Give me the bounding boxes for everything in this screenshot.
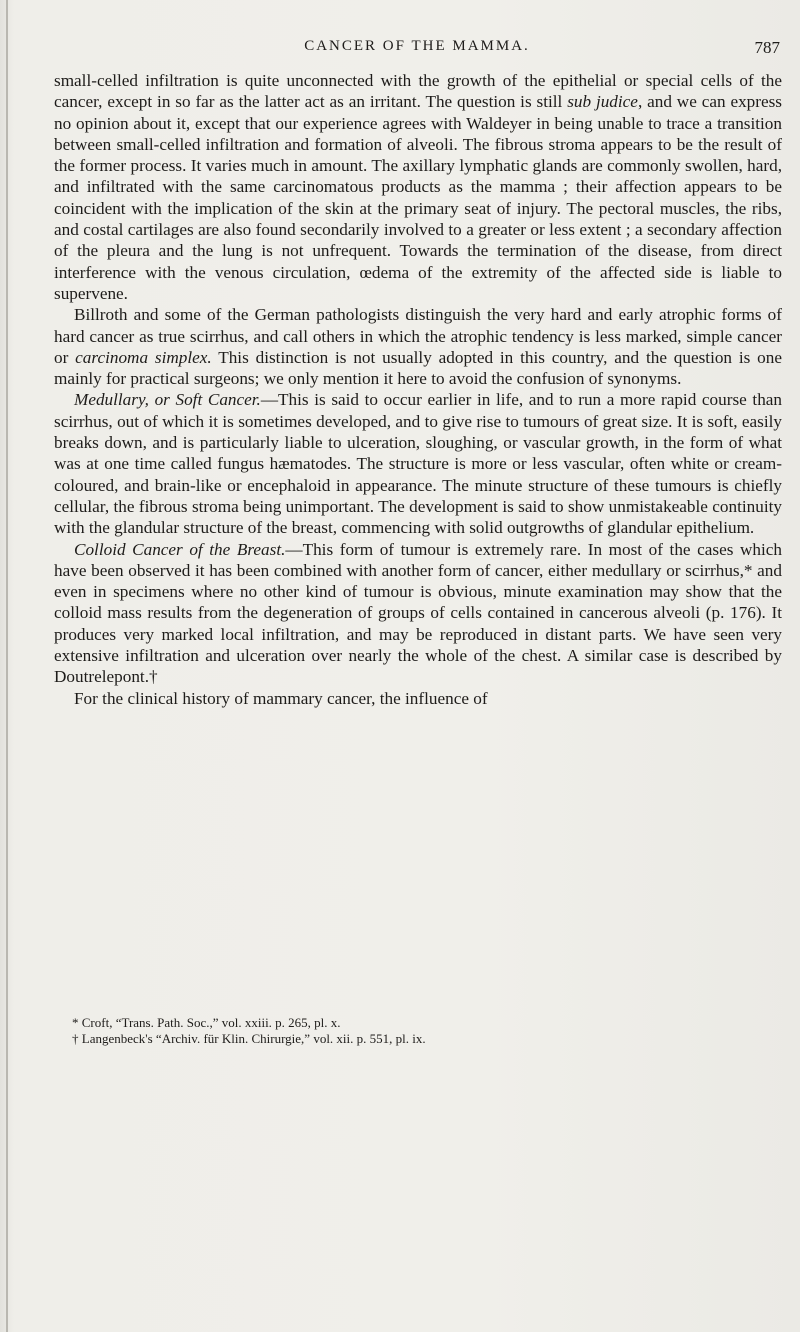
footnote: * Croft, “Trans. Path. Soc.,” vol. xxiii. p. 265, pl. x. [72, 1015, 341, 1030]
paragraph-medullary-cancer [54, 389, 782, 538]
paragraph-text: —This is said to occur earlier in life, and to run a more rapid course than scirrhus, out of which it is sometimes developed, and to give rise to tumours of great size. It is soft, easily breaks down, and is particularly liable to ulceration, sloughing, or vascular growth, in the form of what was at one time called fungus hæmatodes. The structure is more or less vascular, often white or cream-coloured, and brain-like or encephaloid in appearance. The minute structure of these tumours is chiefly cellular, the fibrous stroma being unimportant. The development is said to show unmistakeable continuity with the glandular structure of the breast, commencing with solid outgrowths of glandular epithelium. [54, 390, 783, 538]
paragraph-text: , and we can express no opinion about it, except that our experience agrees with Waldeyer in being unable to trace a transition between small-celled infiltration and formation of alveoli. The fibrous stroma appears to be the result of the former process. It varies much in amount. The axillary lymphatic glands are commonly swollen, hard, and infiltrated with the same carcinomatous products as the mamma ; their affection appears to be coincident with the implication of the skin at the primary seat of injury. The pectoral muscles, the ribs, and costal cartilages are also found secondarily involved to a greater or less extent ; a secondary affection of the pleura and the lung is not unfrequent. Towards the termination of the disease, from direct interference with the venous circulation, œdema of the extremity of the affected side is liable to supervene. [54, 92, 782, 303]
section-heading: Colloid Cancer of the Breast. [74, 539, 286, 559]
page-number: 787 [754, 38, 780, 57]
latin-phrase: sub judice [567, 92, 638, 112]
paragraph-text: For the clinical history of mammary cancer, the influence of [74, 688, 488, 708]
paragraph-text: —This form of tumour is extremely rare. In most of the cases which have been observed it has been combined with another form of cancer, either medullary or scirrhus,* and even in specimens where no other kind of tumour is obvious, minute examination may show that the colloid mass results from the degeneration of groups of cells contained in cancerous alveoli (p. 176). It produces very marked local infiltration, and may be reproduced in distant parts. We have seen very extensive infiltration and ulceration over nearly the whole of the chest. A similar case is described by Doutrelepont.† [54, 539, 782, 687]
footnote: † Langenbeck's “Archiv. für Klin. Chirurgie,” vol. xii. p. 551, pl. ix. [72, 1030, 426, 1046]
paragraph-text: small-celled infiltration is quite unconnected with the growth of the epithelial or special cells of the cancer, except in so far as the latter act as an irritant. The question is still [54, 71, 782, 112]
paragraph-continued [54, 70, 782, 304]
paragraph-text: Billroth and some of the German pathologists distinguish the very hard and early atrophic forms of hard cancer as true scirrhus, and call others in which the atrophic tendency is less marked, simple cancer or [54, 305, 782, 367]
paragraph-text: This distinction is not usually adopted in this country, and the question is one mainly for practical surgeons; we only mention it here to avoid the confusion of synonyms. [54, 347, 782, 389]
paragraph-clinical-history [54, 688, 782, 709]
running-head-title: CANCER OF THE MAMMA. [304, 38, 530, 54]
body-text [54, 70, 782, 709]
paragraph-billroth [54, 304, 782, 389]
latin-term: carcinoma simplex. [75, 347, 212, 367]
footnotes [54, 1015, 782, 1046]
page-gutter-edge [6, 0, 8, 1332]
paragraph-colloid-cancer [54, 539, 782, 688]
section-heading: Medullary, or Soft Cancer. [74, 390, 261, 410]
running-head [54, 38, 780, 60]
